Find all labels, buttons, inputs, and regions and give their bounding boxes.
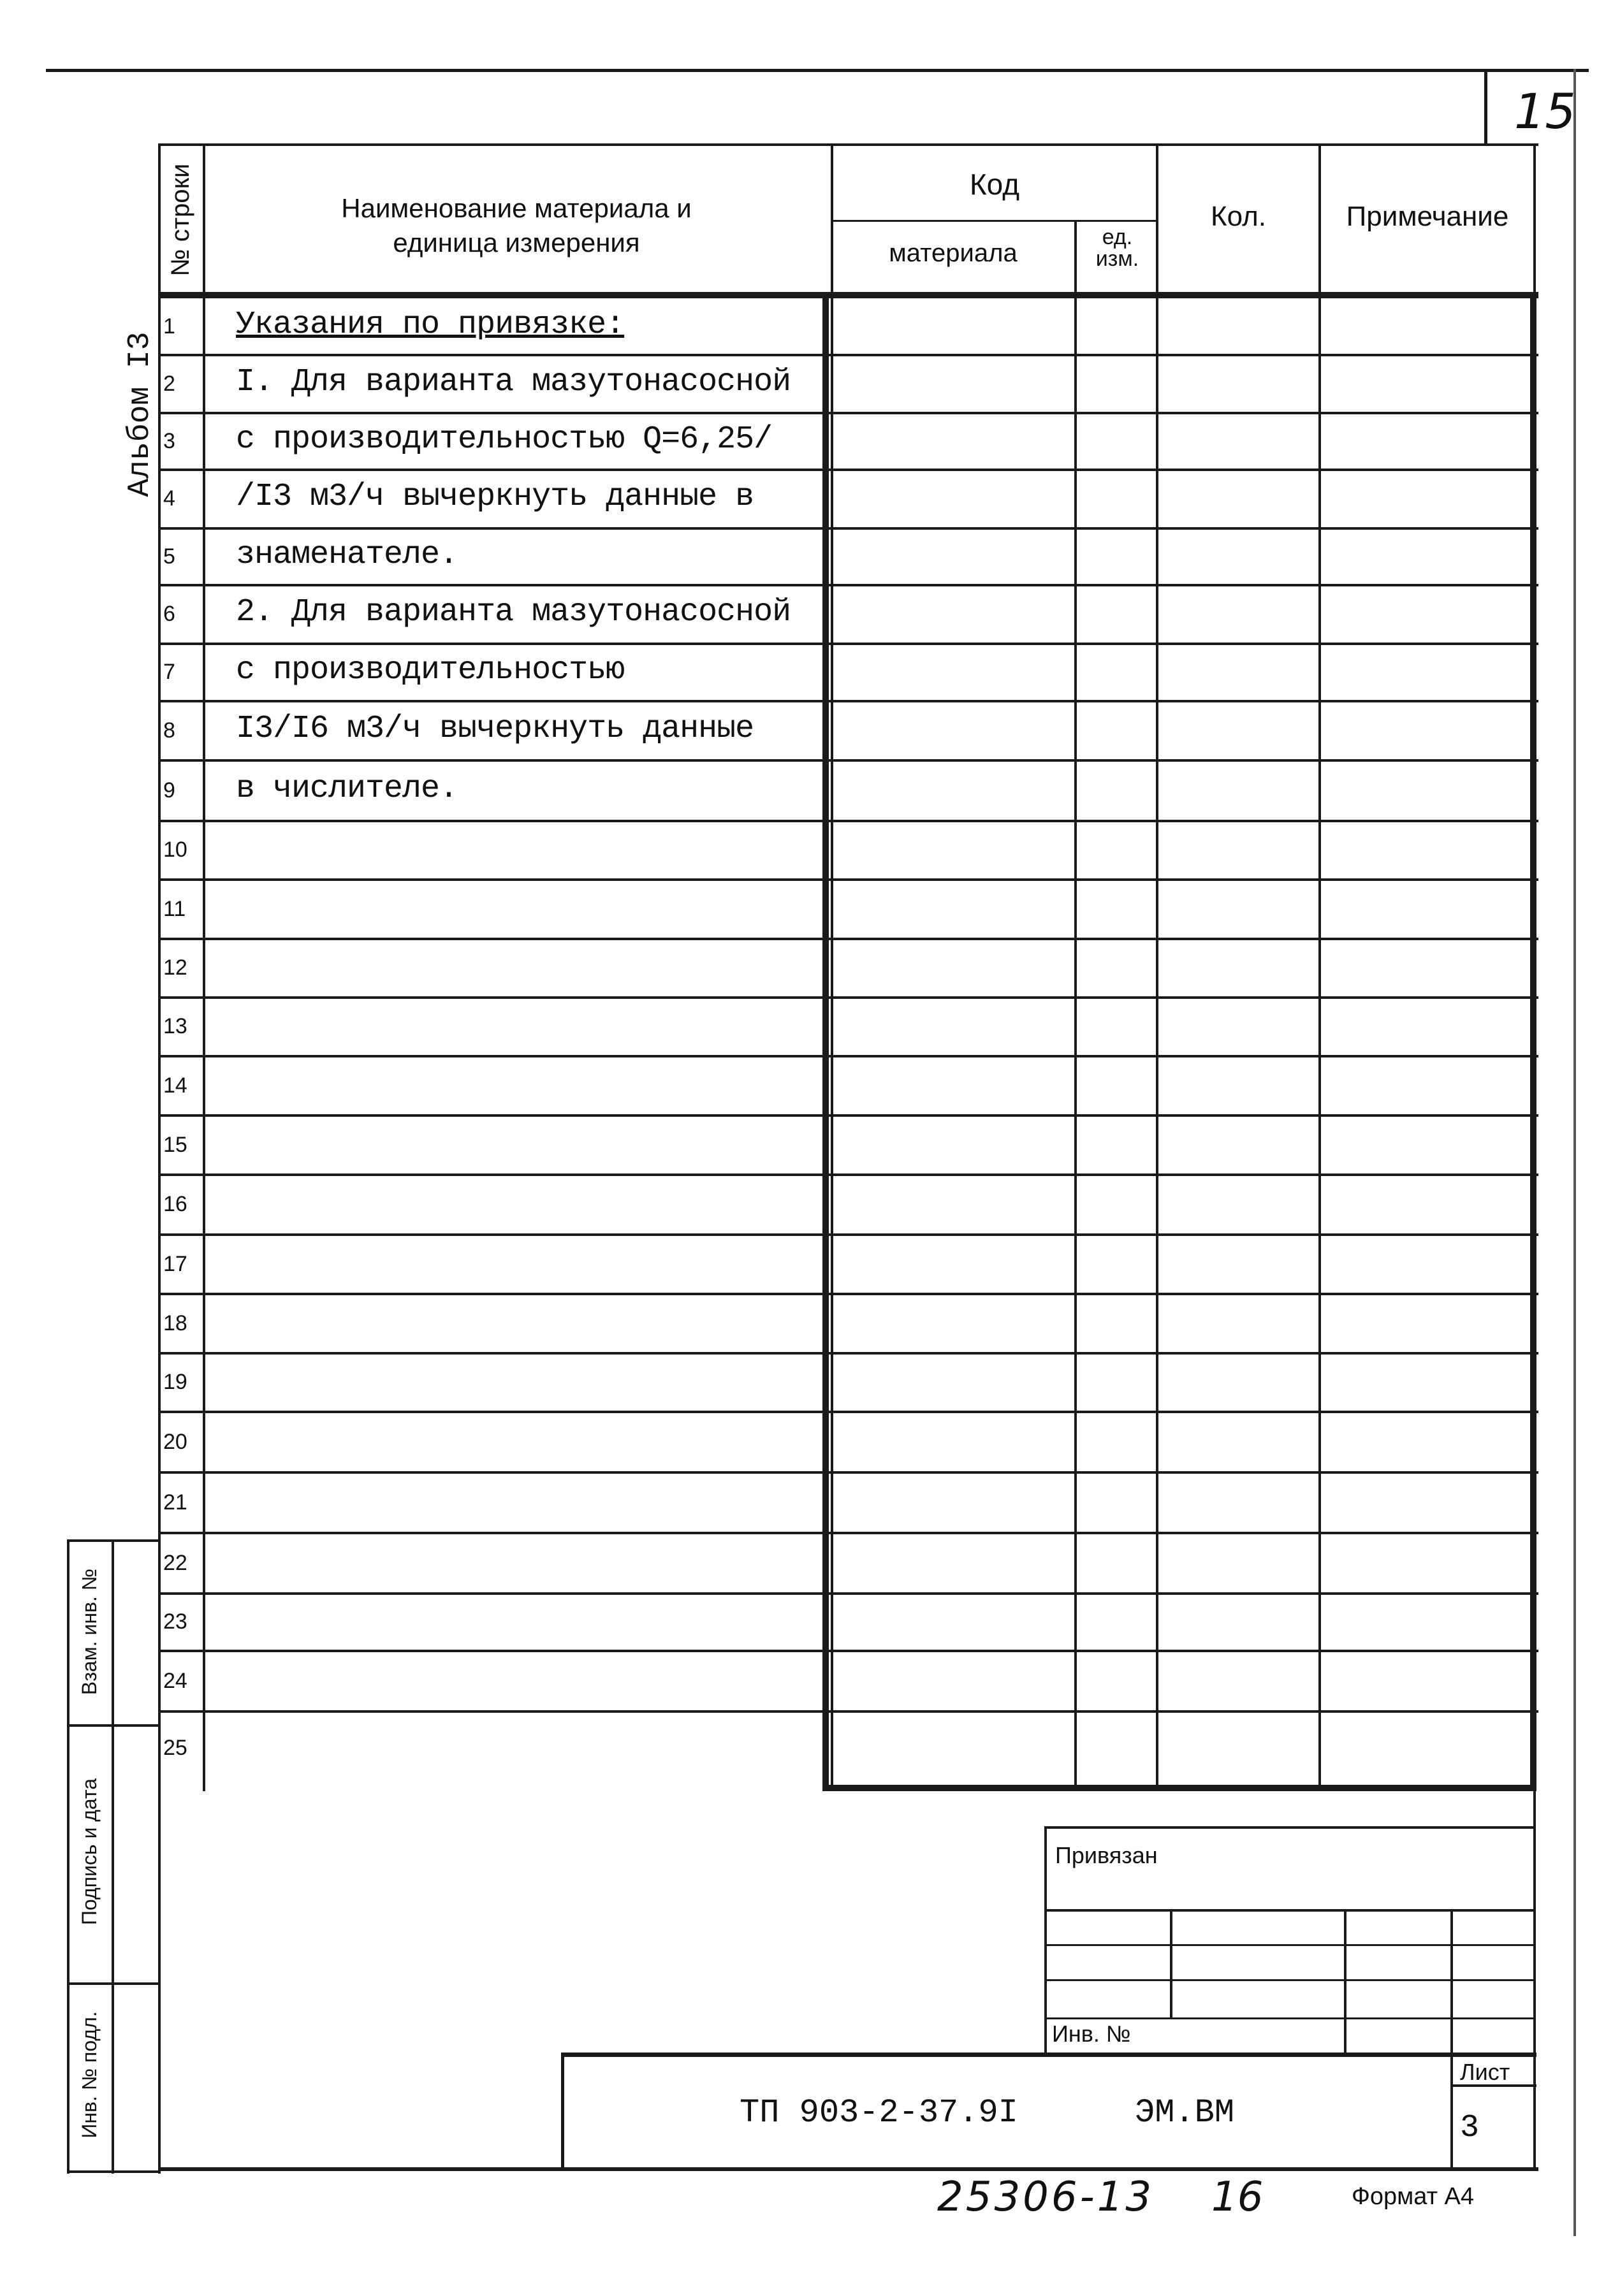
row-separator — [158, 584, 1538, 586]
rownum-col-border — [203, 143, 205, 1791]
row-number: 20 — [163, 1429, 187, 1454]
row-number: 13 — [163, 1014, 187, 1038]
side-stamp-div2 — [67, 1982, 159, 1985]
box-bottom — [822, 1785, 1536, 1791]
row-number: 24 — [163, 1668, 187, 1693]
row-number: 18 — [163, 1311, 187, 1335]
row-number: 21 — [163, 1490, 187, 1515]
header-material: материала — [889, 239, 1018, 267]
box-right — [1530, 292, 1536, 1791]
row-number: 3 — [163, 428, 175, 453]
row-separator — [158, 527, 1538, 530]
row-separator — [158, 938, 1538, 940]
stamp-privyazan: Привязан — [1055, 1842, 1158, 1868]
row-text: Указания по привязке: — [236, 306, 625, 343]
row-number: 2 — [163, 371, 175, 396]
row-text: в числителе. — [236, 770, 458, 807]
side-stamp-mid — [112, 1539, 114, 2174]
priv-left — [1044, 1826, 1047, 2056]
priv-col1 — [1170, 1909, 1172, 2017]
footer-format: Формат А4 — [1352, 2183, 1475, 2210]
row-number: 12 — [163, 955, 187, 980]
qty-col-border — [1318, 143, 1321, 1791]
row-number: 8 — [163, 718, 175, 743]
row-text: 2. Для варианта мазутонасосной — [236, 594, 791, 630]
row-separator — [158, 1114, 1538, 1117]
priv-row2 — [1044, 1944, 1535, 1946]
row-separator — [158, 354, 1538, 356]
header-row-no: № строки — [166, 163, 194, 277]
side-stamp-div1 — [67, 1724, 159, 1727]
header-code: Код — [969, 168, 1020, 201]
row-separator — [158, 878, 1538, 881]
row-number: 10 — [163, 838, 187, 862]
row-text: /I3 м3/ч вычеркнуть данные в — [236, 479, 754, 515]
name-col-border — [831, 143, 833, 1791]
priv-top — [1044, 1826, 1535, 1829]
row-number: 17 — [163, 1251, 187, 1276]
header-qty: Кол. — [1210, 201, 1267, 232]
row-number: 15 — [163, 1132, 187, 1157]
row-number: 6 — [163, 602, 175, 626]
row-number: 14 — [163, 1073, 187, 1098]
row-text: знаменателе. — [236, 536, 458, 573]
priv-col3 — [1450, 1909, 1453, 2170]
row-separator — [158, 1411, 1538, 1413]
row-separator — [158, 1055, 1538, 1057]
row-separator — [158, 1173, 1538, 1176]
row-separator — [158, 1650, 1538, 1652]
row-number: 16 — [163, 1192, 187, 1216]
row-number: 4 — [163, 486, 175, 511]
row-number: 23 — [163, 1609, 187, 1634]
stamp-inv-no: Инв. № — [1052, 2021, 1131, 2047]
row-separator — [158, 1592, 1538, 1595]
row-number: 5 — [163, 544, 175, 569]
row-text: I. Для варианта мазутонасосной — [236, 363, 791, 400]
row-text: с производительностью Q=6,25/ — [236, 421, 773, 458]
code-col-border — [1156, 143, 1158, 1791]
side-vzam: Взам. инв. № — [78, 1568, 101, 1696]
header-unit: ед. изм. — [1095, 225, 1139, 271]
stamp-bottom — [158, 2167, 1538, 2171]
row-separator — [158, 643, 1538, 645]
priv-row4 — [1044, 2017, 1535, 2019]
row-number: 11 — [163, 896, 186, 921]
row-text: с производительностью — [236, 652, 625, 688]
row-separator — [158, 700, 1538, 702]
row-number: 1 — [163, 314, 175, 338]
row-number: 19 — [163, 1370, 187, 1394]
stamp-left — [158, 1791, 161, 2174]
stamp-doc-mark: ЭМ.ВМ — [1135, 2094, 1235, 2132]
box-left — [822, 292, 829, 1791]
page-mark-border — [1484, 69, 1487, 145]
row-separator — [158, 759, 1538, 762]
footer-archive: 25306-13 — [937, 2174, 1155, 2221]
side-stamp-bottom — [67, 2170, 159, 2173]
row-separator — [158, 1532, 1538, 1534]
row-separator — [158, 412, 1538, 414]
priv-row1 — [1044, 1909, 1535, 1912]
top-rule — [46, 69, 1589, 72]
side-podpis: Подпись и дата — [78, 1778, 101, 1926]
title-left — [561, 2053, 564, 2170]
row-separator — [158, 1471, 1538, 1474]
header-bottom-border — [158, 292, 1538, 298]
stamp-doc-code: ТП 903-2-37.9I — [740, 2094, 1018, 2132]
side-stamp-left — [67, 1539, 69, 2174]
side-inv: Инв. № подл. — [78, 2011, 101, 2139]
right-margin-rule — [1573, 69, 1576, 2236]
header-note: Примечание — [1346, 201, 1509, 232]
code-sub-border — [832, 220, 1157, 222]
row-number: 22 — [163, 1550, 187, 1575]
row-separator — [158, 1710, 1538, 1713]
priv-row3 — [1044, 1979, 1535, 1981]
row-separator — [158, 1293, 1538, 1295]
stamp-list-label: Лист — [1460, 2059, 1510, 2085]
album-label: Альбом I3 — [123, 331, 157, 497]
row-separator — [158, 469, 1538, 471]
table-top-border — [158, 143, 1538, 146]
row-number: 7 — [163, 660, 175, 684]
row-separator — [158, 820, 1538, 822]
row-separator — [158, 996, 1538, 999]
material-col-border — [1074, 220, 1077, 1791]
footer-page: 16 — [1211, 2174, 1264, 2221]
page-mark: 15 — [1514, 83, 1576, 140]
row-text: I3/I6 м3/ч вычеркнуть данные — [236, 710, 754, 747]
row-number: 9 — [163, 778, 175, 803]
priv-col2 — [1344, 1909, 1346, 2056]
row-separator — [158, 1233, 1538, 1236]
stamp-list-value: 3 — [1460, 2110, 1480, 2146]
header-name: Наименование материала и единица измерения — [341, 193, 692, 258]
row-separator — [158, 1352, 1538, 1355]
title-top — [561, 2053, 1536, 2057]
row-number: 25 — [163, 1735, 187, 1760]
